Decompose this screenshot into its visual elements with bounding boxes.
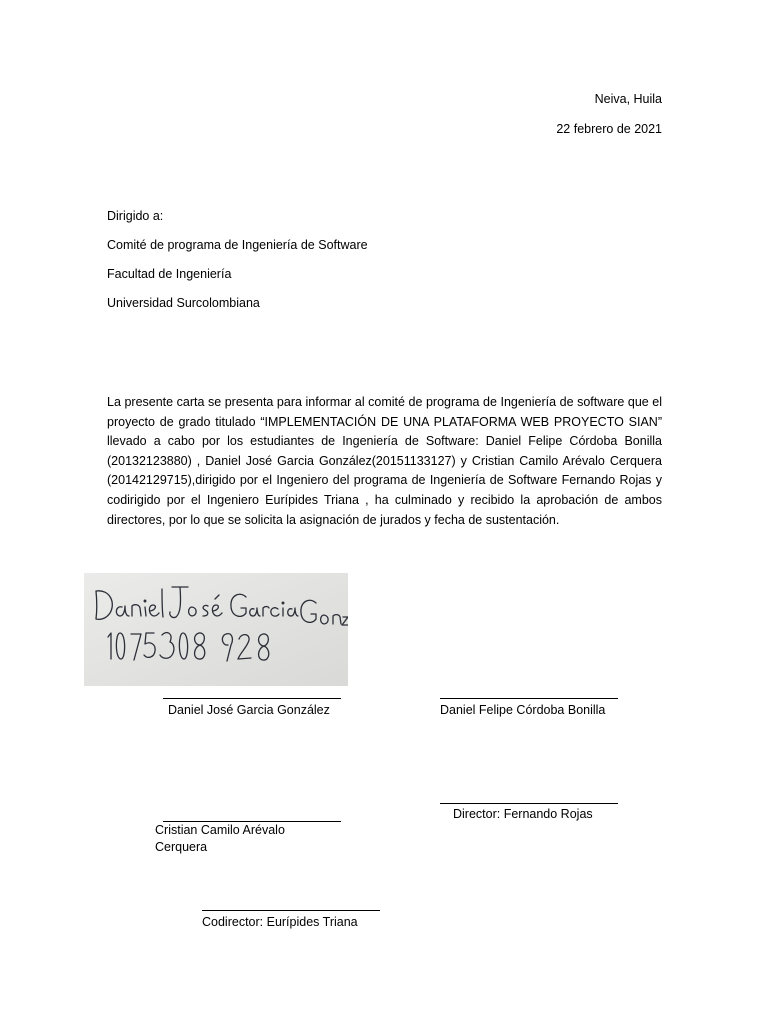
signature-name-student-3-line1: Cristian Camilo Arévalo — [155, 823, 285, 837]
handwritten-signature-photo — [84, 573, 348, 686]
signature-line-codirector — [202, 910, 380, 911]
signature-name-director: Director: Fernando Rojas — [453, 807, 593, 821]
addressed-to-label: Dirigido a: — [107, 209, 164, 223]
signature-name-student-2: Daniel Felipe Córdoba Bonilla — [440, 703, 606, 717]
committee-line: Comité de programa de Ingeniería de Software — [107, 238, 368, 252]
letter-body-paragraph: La presente carta se presenta para informar al comité de programa de Ingeniería de software que el proyecto de grado titulado “IMPLEMENTACIÓN DE UNA PLATAFORMA WEB PROYECTO SIAN” llevado a cabo por los estudiantes de Ingeniería de Software: Daniel Felipe Córdoba Bonilla (20132123880) , Daniel José Garcia González(20151133127) y Cristian Camilo Arévalo Cerquera (20142129715),dirigido por el Ingeniero del programa de Ingeniería de Software Fernando Rojas y codirigido por el Ingeniero Eurípides Triana , ha culminado y recibido la aprobación de ambos directores, por lo que se solicita la asignación de jurados y fecha de sustentación. — [107, 395, 662, 527]
date-line: 22 febrero de 2021 — [556, 122, 662, 136]
signature-name-codirector: Codirector: Eurípides Triana — [202, 915, 358, 929]
signature-line-student-3 — [163, 821, 341, 822]
signature-line-director — [440, 803, 618, 804]
city-line: Neiva, Huila — [594, 92, 662, 106]
signature-line-student-2 — [440, 698, 618, 699]
handwritten-signature-drawing — [84, 573, 348, 686]
faculty-line: Facultad de Ingeniería — [107, 267, 232, 281]
signature-line-student-1 — [163, 698, 341, 699]
signature-name-student-3-line2: Cerquera — [155, 840, 208, 854]
university-line: Universidad Surcolombiana — [107, 296, 260, 310]
signature-name-student-1: Daniel José Garcia González — [168, 703, 330, 717]
